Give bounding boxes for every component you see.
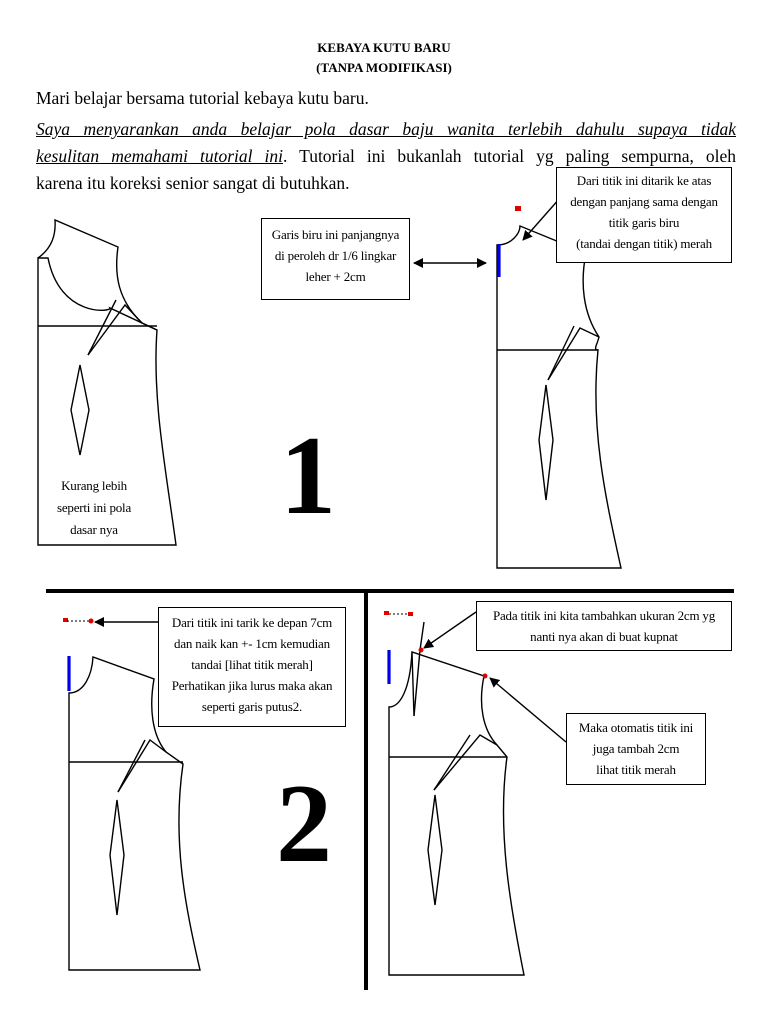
step1-pattern-outline: [497, 226, 621, 568]
step2-right-note-top: Pada titik ini kita tambahkan ukuran 2cm yg nanti nya akan di buat kupnat: [476, 601, 732, 651]
red-marker-step2b-a: [408, 612, 413, 616]
neck-dart: [414, 622, 424, 716]
document-subtitle: (TANPA MODIFIKASI): [316, 60, 452, 75]
paragraph-line-2: kesulitan memahami tutorial ini. Tutorial ini bukanlah tutorial yg paling sempurna, oleh: [36, 146, 736, 166]
paragraph-line-3: karena itu koreksi senior sangat di butuhkan.: [36, 173, 350, 193]
blue-line-note: Garis biru ini panjangnya di peroleh dr 1/6 lingkar leher + 2cm: [261, 218, 410, 300]
document-title: KEBAYA KUTU BARU: [317, 40, 451, 55]
basic-pattern-label: Kurang lebih seperti ini pola dasar nya: [56, 478, 132, 537]
red-marker-step2b-c: [483, 674, 488, 679]
step-number-2: 2: [276, 762, 332, 886]
arrow-step2b-top: [424, 612, 476, 648]
intro-text: Mari belajar bersama tutorial kebaya kutu baru.: [36, 88, 369, 108]
step2-right-note-bottom: Maka otomatis titik ini juga tambah 2cm lihat titik merah: [566, 713, 706, 785]
step2b-pattern-outline: [389, 652, 524, 975]
red-marker-step2a: [89, 619, 94, 624]
waist-dart: [71, 365, 89, 455]
step-number-1: 1: [280, 414, 336, 538]
arrow-step2b-bottom: [490, 678, 566, 742]
red-marker-step1: [515, 206, 521, 211]
red-marker-step2b-b: [419, 648, 424, 653]
point-note: Dari titik ini ditarik ke atas dengan panjang sama dengan titik garis biru (tandai dengan titik) merah: [556, 167, 732, 263]
paragraph-line-1: Saya menyarankan anda belajar pola dasar baju wanita terlebih dahulu supaya tidak: [36, 119, 736, 139]
arrow-step1-point: [523, 198, 560, 240]
step2-left-note: Dari titik ini tarik ke depan 7cm dan naik kan +- 1cm kemudian tandai [lihat titik merah] Perhatikan jika lurus maka akan seperti garis putus2.: [158, 607, 346, 727]
bust-dart: [88, 305, 142, 355]
